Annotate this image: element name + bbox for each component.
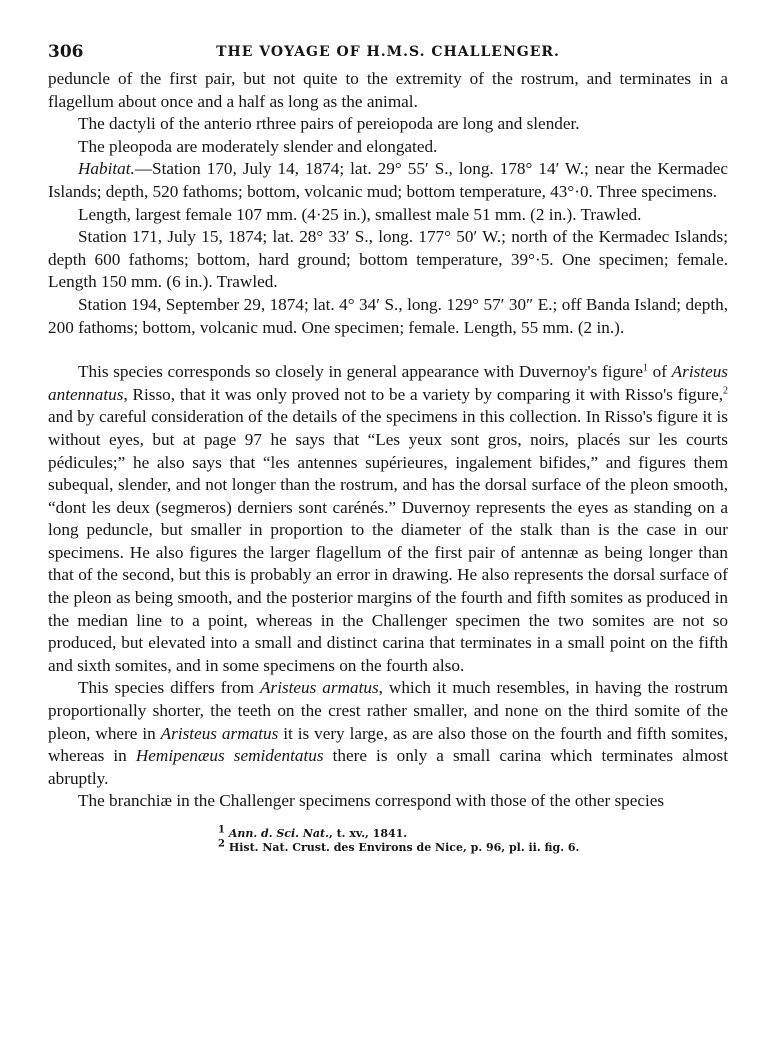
species-name: Aristeus armatus xyxy=(160,723,279,743)
footnote-title: Ann. d. Sci. Nat. xyxy=(228,827,329,840)
document-page xyxy=(48,42,728,855)
paragraph: Length, largest female 107 mm. (4·25 in.), smallest male 51 mm. (2 in.). Trawled. xyxy=(78,204,642,224)
page-number: 306 xyxy=(48,42,84,62)
text-run: , which it much resembles, in having the rostrum proportionally shorter, the teeth on the crest rather smaller, and none on the third somite of the pleon, where in xyxy=(48,678,729,743)
habitat-paragraph xyxy=(48,158,728,203)
paragraph: The pleopoda are moderately slender and elongated. xyxy=(78,136,438,156)
paragraph: peduncle of the first pair, but not quite to the extremity of the rostrum, and terminates in a flagellum about once and a half as long as the animal. xyxy=(48,69,728,111)
running-title: THE VOYAGE OF H.M.S. CHALLENGER. xyxy=(216,44,560,60)
footnote-text: Hist. Nat. Crust. des Environs de Nice, p. 96, pl. ii. fig. 6. xyxy=(228,841,580,854)
paragraph xyxy=(48,677,728,790)
species-name: Aristeus antennatus xyxy=(48,362,728,404)
habitat-text: —Station 170, July 14, 1874; lat. 29° 55′ S., long. 178° 14′ W.; near the Kermadec Islands; depth, 520 fathoms; bottom, volcanic mud; bottom temperature, 43°·0. Three specimens. xyxy=(48,159,728,201)
footnote xyxy=(218,838,728,855)
section-gap xyxy=(48,339,728,361)
paragraph: Station 171, July 15, 1874; lat. 28° 33′ S., long. 177° 50′ W.; north of the Kermadec Islands; depth 600 fathoms; bottom, hard ground; bottom temperature, 39°·5. One specimen; female. Length 150 mm. (6 in.). Trawled. xyxy=(48,227,728,292)
text-run: This species corresponds so closely in general appearance with Duvernoy's figure xyxy=(78,362,644,382)
footnote-ref: 1 xyxy=(643,362,649,374)
footnotes xyxy=(48,824,728,855)
page-header xyxy=(48,42,728,68)
paragraph: The dactyli of the anterio rthree pairs of pereiopoda are long and slender. xyxy=(78,114,580,134)
footnote-text: , t. xv., 1841. xyxy=(328,827,408,840)
paragraph: The branchiæ in the Challenger specimens correspond with those of the other species xyxy=(78,791,665,811)
text-run: This species differs from xyxy=(78,678,260,698)
footnote xyxy=(218,824,728,841)
text-run: there is only a small carina which terminates almost abruptly. xyxy=(48,746,728,788)
species-name: Aristeus armatus xyxy=(260,678,379,698)
habitat-label: Habitat. xyxy=(78,159,135,179)
footnote-mark: 2 xyxy=(218,838,225,850)
text-run: , Risso, that it was only proved not to be a variety by comparing it with Risso's figure, xyxy=(123,384,723,404)
paragraph: Station 194, September 29, 1874; lat. 4° 34′ S., long. 129° 57′ 30″ E.; off Banda Island; depth, 200 fathoms; bottom, volcanic mud. One specimen; female. Length, 55 mm. (2 in.). xyxy=(48,294,728,337)
species-name: Hemipenæus semidentatus xyxy=(135,746,324,766)
body-text xyxy=(48,68,728,813)
footnote-mark: 1 xyxy=(218,824,225,836)
text-run: of xyxy=(648,362,672,382)
footnote-ref: 2 xyxy=(723,384,728,396)
text-run: it is very large, as are also those on the fourth and fifth somites, whereas in xyxy=(48,723,728,766)
paragraph xyxy=(48,361,728,677)
text-run: and by careful consideration of the details of the specimens in this collection. In Risso's figure it is without eyes, but at page 97 he says that “Les yeux sont gros, noirs, placés sur les courts pédicules;” he also says that “les antennes supérieures, ingalement bifides,” and figures them subequal, slender, and not longer than the rostrum, and has the dorsal surface of the pleon smooth, “dont les deux (segmeros) derniers sont carénés.” Duvernoy represents the eyes as standing on a long peduncle, but smaller in proportion to the diameter of the stalk than is the case in our specimens. He also figures the larger flagellum of the first pair of antennæ as being longer than that of the second, but this is probably an error in drawing. He also represents the dorsal surface of the pleon as being smooth, and the posterior margins of the fourth and fifth somites as produced in the median line to a point, whereas in the Challenger specimen the two somites are not so produced, but elevated into a small and distinct carina that terminates in a small point on the fifth and sixth somites, and in some specimens on the fourth also. xyxy=(48,407,728,675)
